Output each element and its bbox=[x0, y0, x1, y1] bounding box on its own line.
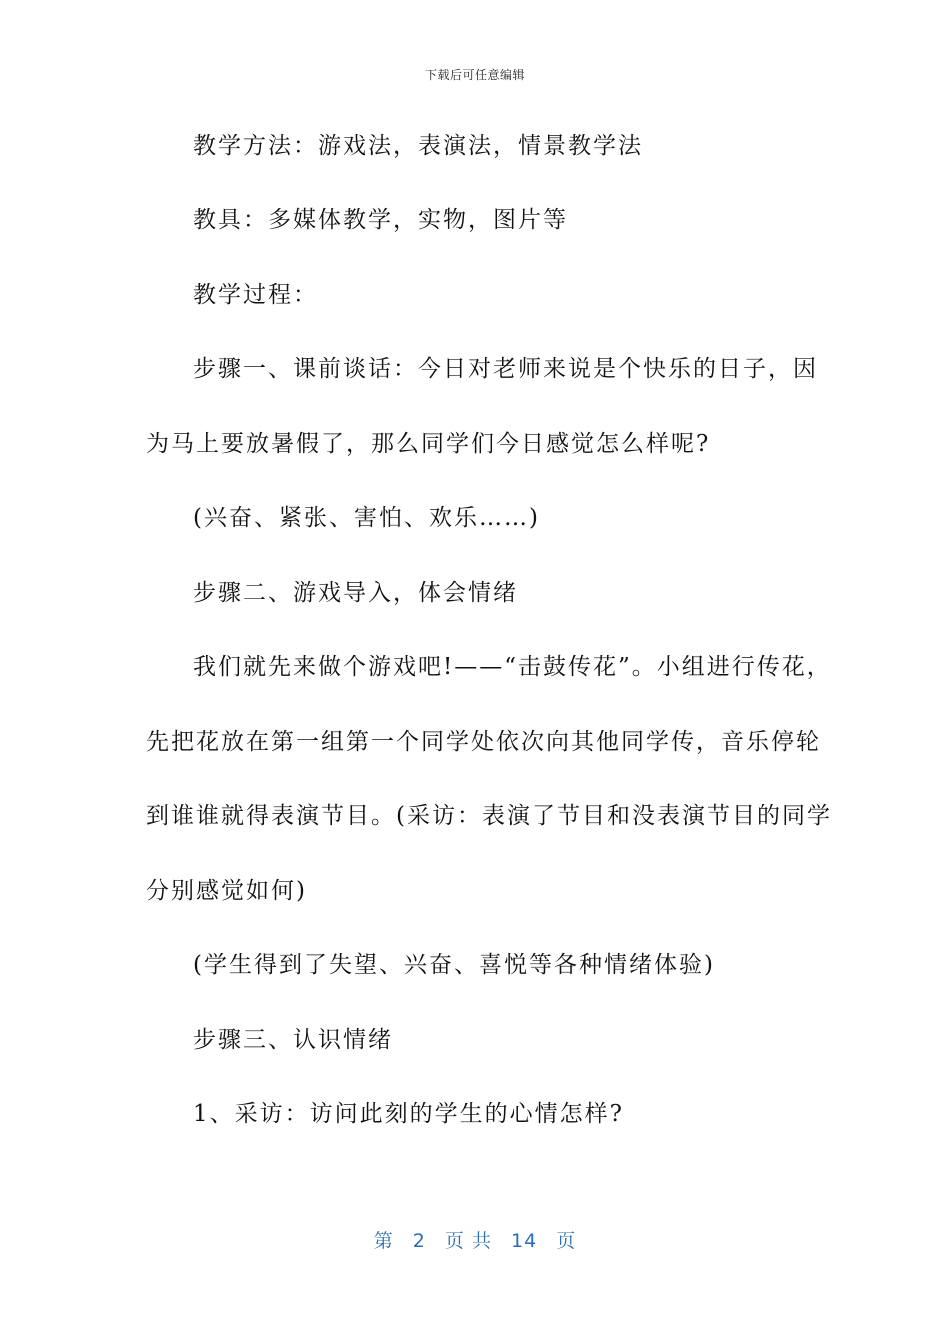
paragraph-line: 为马上要放暑假了，那么同学们今日感觉怎么样呢? bbox=[146, 431, 711, 457]
page-footer bbox=[0, 1226, 950, 1253]
footer-middle: 页 共 bbox=[444, 1230, 492, 1252]
page-header-note: 下载后可任意编辑 bbox=[424, 68, 525, 82]
paragraph-line: 分别感觉如何) bbox=[146, 878, 307, 904]
paragraph-line: 教具：多媒体教学，实物，图片等 bbox=[193, 207, 568, 233]
paragraph-line: 我们就先来做个游戏吧!——“击鼓传花”。小组进行传花， bbox=[193, 654, 832, 680]
paragraph-line: (兴奋、紧张、害怕、欢乐……) bbox=[193, 505, 540, 531]
footer-prefix: 第 bbox=[373, 1230, 394, 1252]
paragraph-line: (学生得到了失望、兴奋、喜悦等各种情绪体验) bbox=[193, 952, 715, 978]
footer-suffix: 页 bbox=[556, 1230, 577, 1252]
paragraph-line: 步骤一、课前谈话：今日对老师来说是个快乐的日子，因 bbox=[193, 356, 818, 382]
paragraph-line: 教学过程： bbox=[193, 282, 318, 308]
paragraph-line: 步骤三、认识情绪 bbox=[193, 1027, 393, 1053]
paragraph-line: 教学方法：游戏法，表演法，情景教学法 bbox=[193, 133, 643, 159]
paragraph-line: 步骤二、游戏导入，体会情绪 bbox=[193, 580, 518, 606]
paragraph-line: 先把花放在第一组第一个同学处依次向其他同学传，音乐停轮 bbox=[146, 729, 821, 755]
paragraph-line: 到谁谁就得表演节目。(采访：表演了节目和没表演节目的同学 bbox=[146, 803, 832, 829]
current-page-number: 2 bbox=[412, 1230, 426, 1252]
paragraph-line: 1、采访：访问此刻的学生的心情怎样? bbox=[193, 1101, 624, 1127]
total-page-number: 14 bbox=[511, 1230, 538, 1252]
